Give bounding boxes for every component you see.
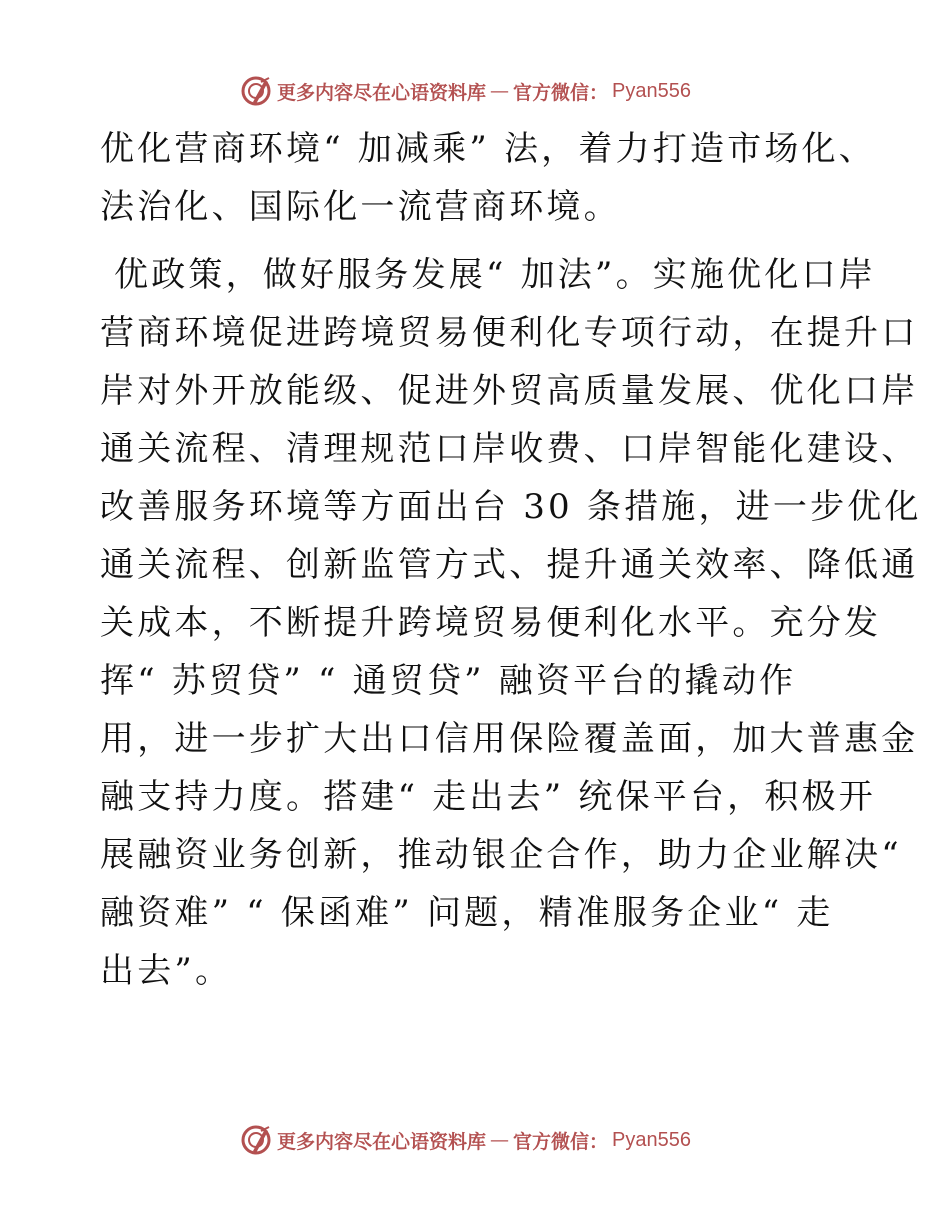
- pen-logo-icon: [239, 74, 273, 108]
- banner-wechat-id: Pyan556: [612, 1128, 691, 1151]
- pen-logo-icon: [239, 1123, 273, 1157]
- banner-wechat-id: Pyan556: [612, 79, 691, 102]
- text-line: 融支持力度。搭建“ 走出去” 统保平台，积极开: [100, 777, 876, 817]
- paragraph-2: [100, 246, 922, 1000]
- banner-dash: —: [490, 1129, 510, 1151]
- document-body: [100, 120, 922, 1000]
- text-line: 出去”。: [100, 951, 233, 991]
- banner-title: 更多内容尽在心语资料库: [277, 81, 487, 104]
- text-line: 优政策，做好服务发展“ 加法”。实施优化口岸: [100, 255, 876, 295]
- banner-wechat-label: 官方微信：: [513, 81, 609, 104]
- banner-title: 更多内容尽在心语资料库: [277, 1130, 487, 1153]
- text-line: 优化营商环境“ 加减乘” 法，着力打造市场化、: [100, 129, 876, 169]
- text-line: 通关流程、清理规范口岸收费、口岸智能化建设、: [100, 429, 919, 469]
- text-line: 岸对外开放能级、促进外贸高质量发展、优化口岸: [100, 371, 919, 411]
- header-banner: [0, 71, 950, 111]
- text-line: 用，进一步扩大出口信用保险覆盖面，加大普惠金: [100, 719, 919, 759]
- text-line: 融资难” “ 保函难” 问题，精准服务企业“ 走: [100, 893, 834, 933]
- footer-banner-content: [239, 1123, 691, 1157]
- banner-wechat-label: 官方微信：: [513, 1130, 609, 1153]
- text-line: 挥“ 苏贸贷” “ 通贸贷” 融资平台的撬动作: [100, 661, 797, 701]
- text-line: 通关流程、创新监管方式、提升通关效率、降低通: [100, 545, 919, 585]
- text-line: 改善服务环境等方面出台 30 条措施，进一步优化: [100, 487, 922, 527]
- text-line: 法治化、国际化一流营商环境。: [100, 187, 621, 227]
- text-line: 展融资业务创新，推动银企合作，助力企业解决“: [100, 835, 902, 875]
- text-line: 关成本，不断提升跨境贸易便利化水平。充分发: [100, 603, 882, 643]
- text-line: 营商环境促进跨境贸易便利化专项行动，在提升口: [100, 313, 919, 353]
- header-banner-content: [239, 74, 691, 108]
- paragraph-1: [100, 120, 876, 236]
- footer-banner: [0, 1120, 950, 1160]
- banner-dash: —: [490, 80, 510, 102]
